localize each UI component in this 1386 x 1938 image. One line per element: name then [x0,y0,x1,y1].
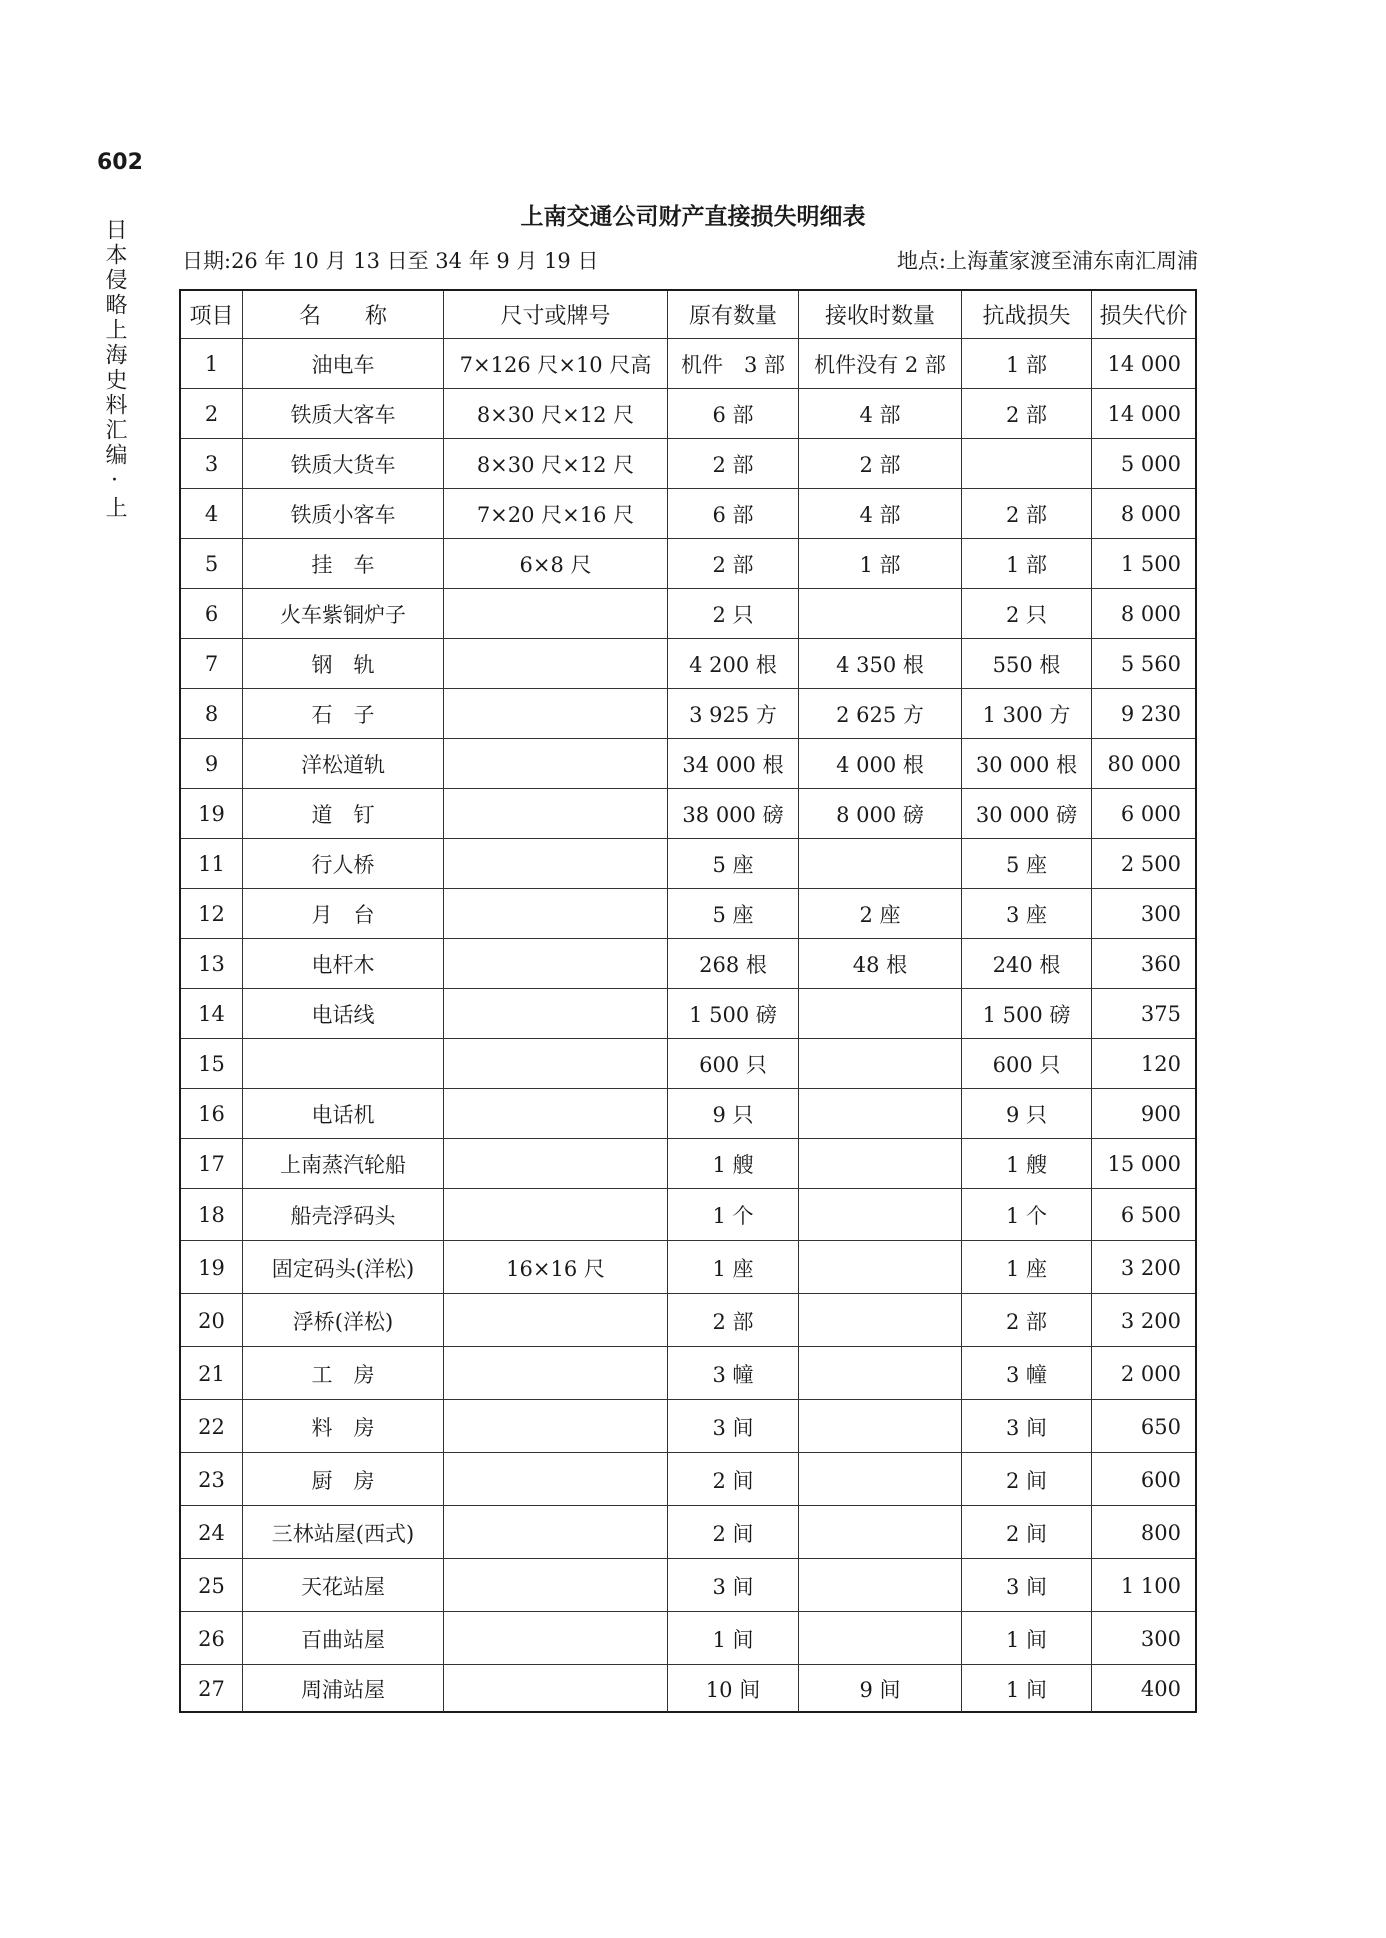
cell-name: 行人桥 [243,839,444,889]
location: 地点:上海董家渡至浦东南汇周浦 [896,249,1198,273]
cell-number: 25 [181,1559,243,1612]
cell-war-loss: 1 艘 [962,1139,1092,1189]
cell-name: 厨 房 [243,1453,444,1506]
cell-original-qty: 1 座 [668,1241,799,1294]
cell-war-loss: 2 部 [962,389,1092,439]
cell-size [444,1453,668,1506]
cell-size: 6×8 尺 [444,539,668,589]
table-row [181,738,1195,789]
cell-size [444,1089,668,1139]
cell-original-qty: 5 座 [668,839,799,889]
table-row [181,788,1195,839]
cell-received-qty: 机件没有 2 部 [799,339,962,389]
cell-name: 天花站屋 [243,1559,444,1612]
cell-size [444,1559,668,1612]
cell-original-qty: 5 座 [668,889,799,939]
cell-name: 浮桥(洋松) [243,1294,444,1347]
cell-war-loss: 1 部 [962,539,1092,589]
cell-loss-value: 300 [1140,902,1181,926]
cell-number: 5 [181,539,243,589]
cell-war-loss: 600 只 [962,1039,1092,1089]
cell-number: 20 [181,1294,243,1347]
cell-size [444,1612,668,1665]
cell-name: 道 钉 [243,789,444,839]
cell-loss-value: 375 [1140,1002,1181,1026]
cell-name: 月 台 [243,889,444,939]
cell-war-loss: 550 根 [962,639,1092,689]
cell-number: 13 [181,939,243,989]
table-row [181,638,1195,689]
cell-original-qty: 机件 3 部 [668,339,799,389]
header-number: 项目 [181,291,243,338]
table-row [181,388,1195,439]
cell-name: 周浦站屋 [243,1665,444,1712]
cell-loss-value: 3 200 [1120,1308,1181,1333]
cell-loss-value: 400 [1140,1676,1181,1701]
cell-war-loss: 5 座 [962,839,1092,889]
cell-received-qty: 8 000 磅 [799,789,962,839]
cell-number: 4 [181,489,243,539]
cell-number: 23 [181,1453,243,1506]
header-received-qty: 接收时数量 [799,291,962,338]
cell-size: 8×30 尺×12 尺 [444,439,668,489]
cell-original-qty: 6 部 [668,389,799,439]
cell-original-qty: 10 间 [668,1665,799,1712]
cell-name: 火车紫铜炉子 [243,589,444,639]
cell-loss-value: 2 500 [1120,852,1181,876]
cell-received-qty [799,1241,962,1294]
cell-original-qty: 600 只 [668,1039,799,1089]
cell-number: 3 [181,439,243,489]
cell-size [444,889,668,939]
cell-number: 24 [181,1506,243,1559]
cell-original-qty: 2 只 [668,589,799,639]
cell-name [243,1039,444,1089]
cell-size [444,989,668,1039]
cell-received-qty: 4 000 根 [799,739,962,789]
table-row [181,838,1195,889]
cell-war-loss: 1 300 方 [962,689,1092,739]
cell-original-qty: 2 部 [668,539,799,589]
table-row [181,1038,1195,1089]
cell-war-loss: 30 000 磅 [962,789,1092,839]
cell-name: 电杆木 [243,939,444,989]
cell-war-loss: 2 间 [962,1506,1092,1559]
cell-received-qty: 4 350 根 [799,639,962,689]
cell-loss-value: 360 [1140,952,1181,976]
cell-name: 洋松道轨 [243,739,444,789]
cell-original-qty: 268 根 [668,939,799,989]
cell-name: 船壳浮码头 [243,1189,444,1241]
cell-size [444,789,668,839]
cell-number: 1 [181,339,243,389]
cell-number: 9 [181,739,243,789]
cell-original-qty: 3 间 [668,1559,799,1612]
loss-table [179,289,1197,1713]
cell-war-loss: 1 间 [962,1612,1092,1665]
cell-loss-value: 9 230 [1120,702,1181,726]
cell-loss-value: 900 [1140,1102,1181,1126]
cell-number: 18 [181,1189,243,1241]
cell-war-loss: 2 部 [962,1294,1092,1347]
cell-size: 7×126 尺×10 尺高 [444,339,668,389]
cell-war-loss: 1 间 [962,1665,1092,1712]
cell-loss-value: 1 500 [1120,552,1181,576]
cell-war-loss: 9 只 [962,1089,1092,1139]
table-row [181,1505,1195,1559]
cell-war-loss: 1 座 [962,1241,1092,1294]
cell-size [444,589,668,639]
cell-received-qty [799,1612,962,1665]
header-original-qty: 原有数量 [668,291,799,338]
cell-loss-value: 650 [1140,1414,1181,1439]
cell-size [444,1400,668,1453]
cell-received-qty [799,1039,962,1089]
table-row [181,1558,1195,1612]
cell-name: 油电车 [243,339,444,389]
table-row [181,888,1195,939]
cell-received-qty [799,989,962,1039]
table-row [181,338,1195,389]
cell-size: 7×20 尺×16 尺 [444,489,668,539]
cell-name: 固定码头(洋松) [243,1241,444,1294]
cell-original-qty: 2 部 [668,1294,799,1347]
cell-received-qty [799,1089,962,1139]
table-row [181,1240,1195,1294]
cell-loss-value: 15 000 [1107,1152,1181,1176]
cell-received-qty [799,839,962,889]
cell-name: 挂 车 [243,539,444,589]
cell-loss-value: 120 [1140,1052,1181,1076]
cell-name: 铁质小客车 [243,489,444,539]
cell-original-qty: 1 间 [668,1612,799,1665]
cell-number: 12 [181,889,243,939]
cell-size [444,689,668,739]
cell-number: 6 [181,589,243,639]
cell-number: 16 [181,1089,243,1139]
cell-war-loss: 3 间 [962,1559,1092,1612]
cell-size [444,1665,668,1712]
cell-name: 石 子 [243,689,444,739]
cell-number: 7 [181,639,243,689]
cell-name: 上南蒸汽轮船 [243,1139,444,1189]
cell-war-loss: 3 间 [962,1400,1092,1453]
table-title: 上南交通公司财产直接损失明细表 [520,204,866,230]
cell-received-qty [799,1294,962,1347]
cell-loss-value: 8 000 [1120,602,1181,626]
page-number: 602 [97,150,143,175]
cell-number: 14 [181,989,243,1039]
cell-received-qty [799,589,962,639]
header-loss-value: 损失代价 [1099,304,1188,329]
cell-number: 21 [181,1347,243,1400]
header-name: 名 称 [243,291,444,338]
cell-name: 钢 轨 [243,639,444,689]
cell-loss-value: 3 200 [1120,1255,1181,1280]
cell-number: 15 [181,1039,243,1089]
cell-number: 19 [181,1241,243,1294]
cell-war-loss: 1 个 [962,1189,1092,1241]
cell-loss-value: 600 [1140,1467,1181,1492]
table-row [181,688,1195,739]
cell-received-qty [799,1506,962,1559]
cell-war-loss: 240 根 [962,939,1092,989]
table-row [181,1088,1195,1139]
cell-size [444,939,668,989]
cell-loss-value: 14 000 [1107,402,1181,426]
cell-received-qty [799,1400,962,1453]
table-row [181,938,1195,989]
cell-received-qty [799,1453,962,1506]
cell-number: 19 [181,789,243,839]
cell-number: 2 [181,389,243,439]
cell-war-loss: 2 部 [962,489,1092,539]
cell-size [444,1506,668,1559]
cell-war-loss: 1 部 [962,339,1092,389]
cell-received-qty: 9 间 [799,1665,962,1712]
cell-received-qty: 2 625 方 [799,689,962,739]
cell-number: 17 [181,1139,243,1189]
cell-loss-value: 8 000 [1120,502,1181,526]
cell-received-qty [799,1189,962,1241]
cell-name: 料 房 [243,1400,444,1453]
cell-size: 8×30 尺×12 尺 [444,389,668,439]
cell-original-qty: 2 间 [668,1506,799,1559]
cell-original-qty: 34 000 根 [668,739,799,789]
cell-loss-value: 800 [1140,1520,1181,1545]
cell-name: 工 房 [243,1347,444,1400]
cell-received-qty: 1 部 [799,539,962,589]
cell-number: 26 [181,1612,243,1665]
cell-loss-value: 1 100 [1120,1573,1181,1598]
cell-name: 铁质大货车 [243,439,444,489]
cell-size [444,739,668,789]
cell-loss-value: 5 560 [1120,652,1181,676]
table-row [181,538,1195,589]
table-row [181,988,1195,1039]
cell-loss-value: 14 000 [1107,352,1181,376]
header-size: 尺寸或牌号 [444,291,668,338]
table-row [181,1399,1195,1453]
cell-original-qty: 1 500 磅 [668,989,799,1039]
cell-loss-value: 2 000 [1120,1361,1181,1386]
cell-original-qty: 38 000 磅 [668,789,799,839]
cell-original-qty: 9 只 [668,1089,799,1139]
cell-received-qty: 2 部 [799,439,962,489]
cell-size [444,1347,668,1400]
table-row [181,488,1195,539]
cell-original-qty: 2 间 [668,1453,799,1506]
cell-number: 8 [181,689,243,739]
table-row [181,438,1195,489]
cell-war-loss: 30 000 根 [962,739,1092,789]
cell-war-loss: 2 间 [962,1453,1092,1506]
cell-name: 三林站屋(西式) [243,1506,444,1559]
cell-size [444,639,668,689]
cell-received-qty [799,1347,962,1400]
cell-received-qty: 48 根 [799,939,962,989]
cell-original-qty: 3 幢 [668,1347,799,1400]
cell-number: 27 [181,1665,243,1712]
table-row [181,588,1195,639]
cell-name: 电话线 [243,989,444,1039]
cell-loss-value: 6 500 [1120,1203,1181,1227]
cell-original-qty: 3 间 [668,1400,799,1453]
cell-war-loss: 2 只 [962,589,1092,639]
cell-received-qty [799,1139,962,1189]
table-row [181,1664,1195,1712]
cell-size [444,1189,668,1241]
table-row [181,1611,1195,1665]
header-war-loss: 抗战损失 [962,291,1092,338]
table-row [181,1188,1195,1241]
cell-war-loss [962,439,1092,489]
cell-received-qty [799,1559,962,1612]
cell-original-qty: 1 艘 [668,1139,799,1189]
cell-received-qty: 4 部 [799,389,962,439]
cell-size [444,839,668,889]
cell-original-qty: 6 部 [668,489,799,539]
table-row [181,1346,1195,1400]
cell-name: 百曲站屋 [243,1612,444,1665]
cell-loss-value: 6 000 [1120,802,1181,826]
cell-size [444,1294,668,1347]
running-head: 日本侵略上海史料汇编·上 [102,218,127,521]
table-row [181,1138,1195,1189]
cell-war-loss: 3 幢 [962,1347,1092,1400]
table-header-row [181,291,1195,338]
cell-name: 电话机 [243,1089,444,1139]
cell-original-qty: 2 部 [668,439,799,489]
cell-loss-value: 80 000 [1107,752,1181,776]
date-range: 日期:26 年 10 月 13 日至 34 年 9 月 19 日 [182,249,599,273]
table-row [181,1293,1195,1347]
cell-size [444,1139,668,1189]
cell-received-qty: 4 部 [799,489,962,539]
cell-name: 铁质大客车 [243,389,444,439]
table-row [181,1452,1195,1506]
cell-war-loss: 3 座 [962,889,1092,939]
cell-original-qty: 4 200 根 [668,639,799,689]
cell-number: 11 [181,839,243,889]
cell-size [444,1039,668,1089]
cell-loss-value: 300 [1140,1626,1181,1651]
cell-received-qty: 2 座 [799,889,962,939]
cell-loss-value: 5 000 [1120,452,1181,476]
cell-original-qty: 3 925 方 [668,689,799,739]
cell-number: 22 [181,1400,243,1453]
cell-size: 16×16 尺 [444,1241,668,1294]
cell-original-qty: 1 个 [668,1189,799,1241]
cell-war-loss: 1 500 磅 [962,989,1092,1039]
